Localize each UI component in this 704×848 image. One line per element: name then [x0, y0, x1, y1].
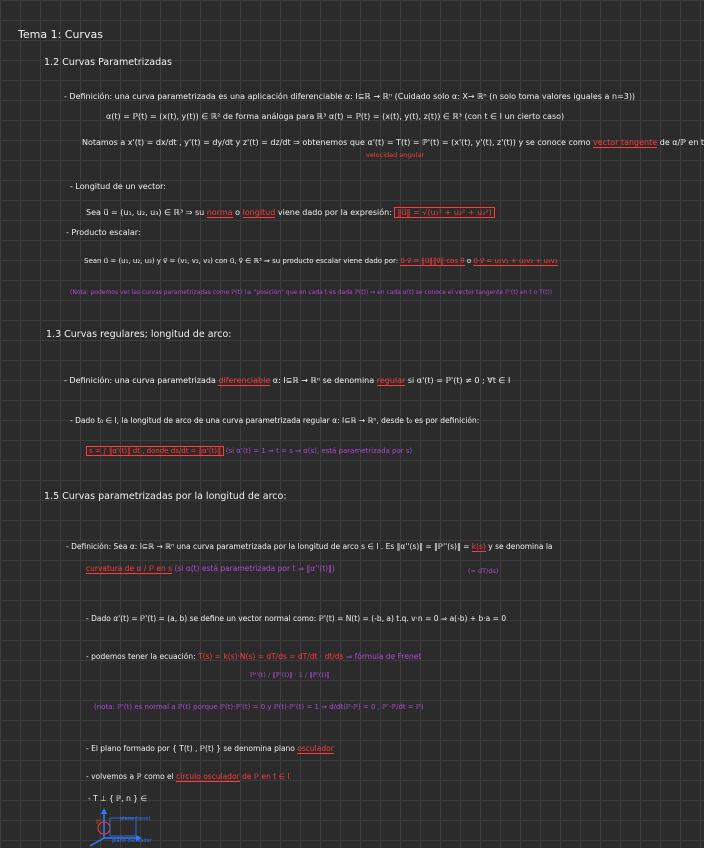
curvature-note: (si α(t) está parametrizada por t ⇒ ‖α''(t)‖) — [174, 564, 335, 573]
section-1-2-note: (Nota: podemos ver las curvas parametrizadas como ℙ(t) (≡ "posición" que en cada t es dada ℙ(t)) ⇒ en cada α(t) se conoce el vector tangente ℙ'(t) en t o T(t)) — [70, 289, 553, 296]
circle-text-end: de ℙ en t ∈ I — [242, 772, 290, 781]
curvature-definition-line2 — [86, 564, 335, 574]
osculating-plane-line — [86, 744, 334, 754]
section-heading-1-5: 1.5 Curvas parametrizadas por la longitud de arco: — [44, 491, 287, 502]
curvature-def-text: - Definición: Sea α: I⊆ℝ → ℝⁿ una curva parametrizada por la longitud de arco s ∈ I . Es ‖α''(s)‖ = ‖ℙ''(s)‖ = — [66, 542, 470, 551]
dot-product-text: Sean u⃗ = (u₁, u₂, u₃) y v⃗ = (v₁, v₂, v₃) con u⃗, v⃗ ∈ ℝ³ ⇒ su producto escalar viene dado por: — [84, 257, 399, 265]
page-title: Tema 1: Curvas — [18, 28, 103, 41]
curvature-sub-note: (= dT/ds) — [468, 567, 499, 575]
arc-length-definition: - Dado t₀ ∈ I, la longitud de arco de una curva parametrizada regular α: I⊆ℝ → ℝⁿ, desde t₀ es por definición: — [70, 416, 480, 425]
arc-length-formula-line — [86, 446, 412, 456]
dot-product-heading: - Producto escalar: — [66, 228, 141, 237]
curvature-symbol: k(s) — [471, 542, 486, 551]
binormal-arrowhead — [101, 808, 107, 814]
frenet-label: ⇒ fórmula de Frenet — [345, 652, 422, 661]
osculating-term: osculador — [297, 744, 334, 753]
osculating-circle-term: círculo osculador — [176, 772, 240, 781]
length-term: longitud — [242, 208, 276, 217]
regular-def-text-end: si α'(t) = ℙ'(t) ≠ 0 ; ∀t ∈ I — [407, 376, 511, 385]
frenet-sub-formula: ℙ''(t) / ‖ℙ'(t)‖ · 1 / ‖ℙ'(t)‖ — [250, 671, 330, 679]
definition-curve-line1: - Definición: una curva parametrizada es una aplicación diferenciable α: I⊆ℝ → ℝⁿ (Cuidado solo α: X→ ℝⁿ (n solo toma valores iguales a n=3)) — [64, 92, 636, 101]
vector-length-line — [86, 208, 495, 218]
tangent-vector-term: vector tangente — [593, 138, 658, 147]
norm-formula-box: ‖u⃗‖ = √(u₁² + u₂² + u₃²) — [394, 207, 494, 218]
arc-length-note: (si α'(t) = 1 ⇒ t = s ⇒ α(s), está parametrizada por s) — [225, 447, 413, 455]
notation-text-end: de α/ℙ en t — [659, 138, 704, 147]
notation-line — [82, 138, 704, 148]
angular-velocity-note: velocidad angular — [366, 151, 425, 159]
normal-vector-line: - Dado α'(t) = ℙ'(t) = (a, b) se define un vector normal como: ℙ'(t) = N(t) = (-b, a) t.q. v·n = 0 ⇒ a(-b) + b·a = 0 — [86, 614, 507, 623]
regular-curve-definition — [64, 376, 510, 386]
vector-length-text-end: viene dado por la expresión: — [277, 208, 392, 217]
regular-term: regular — [376, 376, 406, 385]
curvature-def-text-end: y se denomina la — [488, 542, 553, 551]
frenet-text: - podemos tener la ecuación: — [86, 652, 196, 661]
dot-product-formula-2: u⃗·v⃗ = u₁v₁ + u₂v₂ + u₃v₃ — [473, 257, 558, 265]
notation-text: Notamos a x'(t) = dx/dt , y'(t) = dy/dt y z'(t) = dz/dt ⇒ obtenemos que α'(t) = T(t) = ℙ'(t) = (x'(t), y'(t), z'(t)) y se conoce como — [82, 138, 591, 147]
normal-axis — [90, 838, 104, 846]
arc-length-formula: s = ∫ ‖α'(t)‖ dt , donde ds/dt = ‖α'(t)‖ — [86, 446, 224, 456]
frenet-plane-label: plano frenet — [120, 816, 151, 822]
basis-line: - T ⊥ { ℙ, n } ∈ — [88, 794, 147, 803]
dot-product-line — [84, 256, 558, 266]
circle-label: ℙ — [96, 819, 101, 826]
frenet-chain-rule: dT/ds = dT/dt · dt/ds — [266, 652, 344, 661]
osculating-plane-label: plano osculador — [112, 838, 152, 844]
differentiable-term: diferenciable — [218, 376, 271, 385]
osculating-circle-line — [86, 772, 290, 782]
section-heading-1-2: 1.2 Curvas Parametrizadas — [44, 57, 172, 68]
plane-text: - El plano formado por { T(t) , ℙ(t) } se denomina plano — [86, 744, 295, 753]
frenet-formula-line — [86, 652, 421, 662]
vector-length-heading: - Longitud de un vector: — [70, 182, 166, 191]
frenet-formula: T(s) = k(s)·N(s) = — [198, 652, 264, 661]
vector-length-text: Sea u⃗ = (u₁, u₂, u₃) ∈ ℝ³ ⇒ su — [86, 208, 205, 217]
regular-def-text: - Definición: una curva parametrizada — [64, 376, 216, 385]
or-text: o — [235, 208, 240, 217]
norm-term: norma — [206, 208, 233, 217]
definition-curve-line2: α(t) = ℙ(t) = (x(t), y(t)) ∈ ℝ² de forma análoga para ℝ³ α(t) = ℙ(t) = (x(t), y(t), z(t)) ∈ ℝ³ (con t ∈ I un cierto caso) — [106, 112, 565, 121]
regular-def-text-mid: α: I⊆ℝ → ℝⁿ se denomina — [272, 376, 375, 385]
dot-product-formula-1: u⃗·v⃗ = ‖u⃗‖‖v⃗‖ cos θ — [400, 257, 465, 265]
curvature-term: curvatura de α / ℙ en s — [86, 564, 173, 573]
circle-text: - volvemos a ℙ como el — [86, 772, 174, 781]
section-1-5-note: (nota: ℙ'(t) es normal a ℙ(t) porque ℙ(t)·ℙ'(t) = 0 y ℙ(t)·ℙ'(t) = 1 ⇒ d/dt(ℙ·ℙ) = 0 , ℙ'·ℙ/dt = ℙ) — [94, 703, 424, 711]
curvature-definition-line1 — [66, 542, 553, 552]
section-heading-1-3: 1.3 Curvas regulares; longitud de arco: — [46, 329, 232, 340]
or-text-2: o — [466, 257, 472, 265]
